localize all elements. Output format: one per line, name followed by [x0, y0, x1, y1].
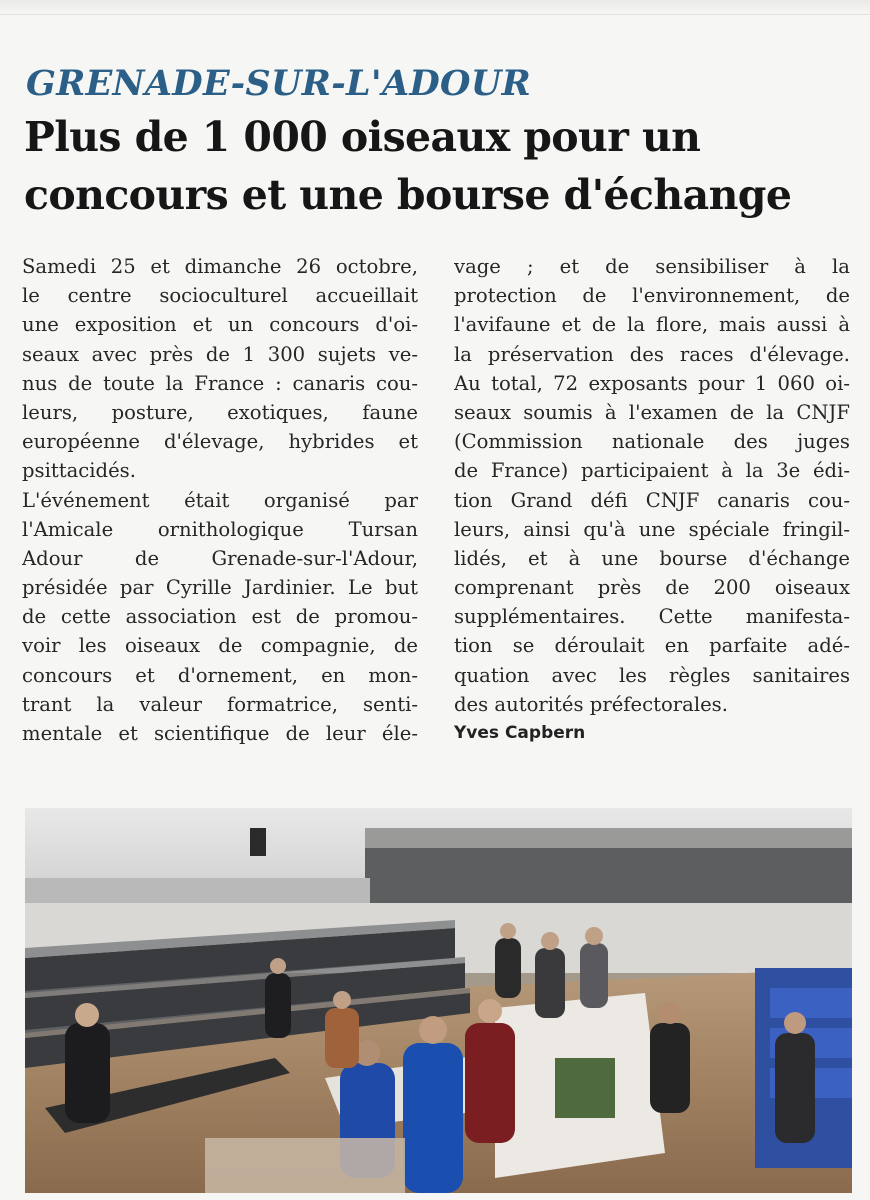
body-line: la préservation des races d'élevage. [454, 342, 850, 366]
body-line: l'avifaune et de la flore, mais aussi à [454, 313, 850, 337]
body-line: supplémentaires. Cette manifesta- [454, 605, 850, 629]
body-line: quation avec les règles sanitaires [454, 663, 850, 687]
body-line: psittacidés. [22, 459, 136, 483]
body-line: voir les oiseaux de compagnie, de [22, 634, 418, 658]
top-rule [0, 0, 870, 15]
article [22, 56, 852, 745]
body-line: tion se déroulait en parfaite adé- [454, 634, 850, 658]
article-kicker: GRENADE-SUR-L'ADOUR [26, 63, 532, 104]
body-line: des autorités préfectorales. [454, 692, 728, 716]
article-author: Yves Capbern [454, 723, 586, 743]
article-photo [25, 808, 852, 1193]
body-line: l'Amicale ornithologique Tursan [22, 517, 418, 541]
body-column-left [22, 252, 418, 748]
article-body [22, 252, 852, 812]
body-line: tion Grand défi CNJF canaris cou- [454, 488, 850, 512]
body-line: mentale et scientifique de leur éle- [22, 722, 418, 745]
headline-line: concours et une bourse d'échange [24, 171, 792, 219]
body-line: (Commission nationale des juges [454, 430, 850, 454]
body-line: leurs, posture, exotiques, faune [22, 400, 418, 424]
body-line: de France) participaient à la 3e édi- [454, 459, 850, 483]
body-line: L'événement était organisé par [22, 488, 418, 512]
body-line: vage ; et de sensibiliser à la [454, 255, 850, 278]
body-line: seaux soumis à l'examen de la CNJF [454, 400, 850, 424]
article-headline [24, 108, 852, 224]
body-line: présidée par Cyrille Jardinier. Le but [22, 576, 418, 600]
body-line: concours et d'ornement, en mon- [22, 663, 418, 687]
headline-line: Plus de 1 000 oiseaux pour un [24, 113, 701, 161]
exhibition-hall-illustration [25, 808, 852, 1193]
body-line: leurs, ainsi qu'à une spéciale fringil- [454, 517, 850, 541]
body-line: Adour de Grenade-sur-l'Adour, [22, 546, 418, 570]
body-line: le centre socioculturel accueillait [22, 284, 418, 308]
body-line: trant la valeur formatrice, senti- [22, 692, 418, 716]
body-line: protection de l'environnement, de [454, 284, 850, 308]
body-line: de cette association est de promou- [22, 605, 418, 629]
body-column-right [454, 252, 850, 748]
body-line: seaux avec près de 1 300 sujets ve- [22, 342, 418, 366]
body-line: nus de toute la France : canaris cou- [22, 371, 418, 395]
body-line: Au total, 72 exposants pour 1 060 oi- [454, 371, 850, 395]
body-line: Samedi 25 et dimanche 26 octobre, [22, 255, 418, 278]
body-line: comprenant près de 200 oiseaux [454, 576, 850, 600]
body-line: européenne d'élevage, hybrides et [22, 430, 418, 454]
body-line: lidés, et à une bourse d'échange [454, 546, 850, 570]
body-line: une exposition et un concours d'oi- [22, 313, 418, 337]
